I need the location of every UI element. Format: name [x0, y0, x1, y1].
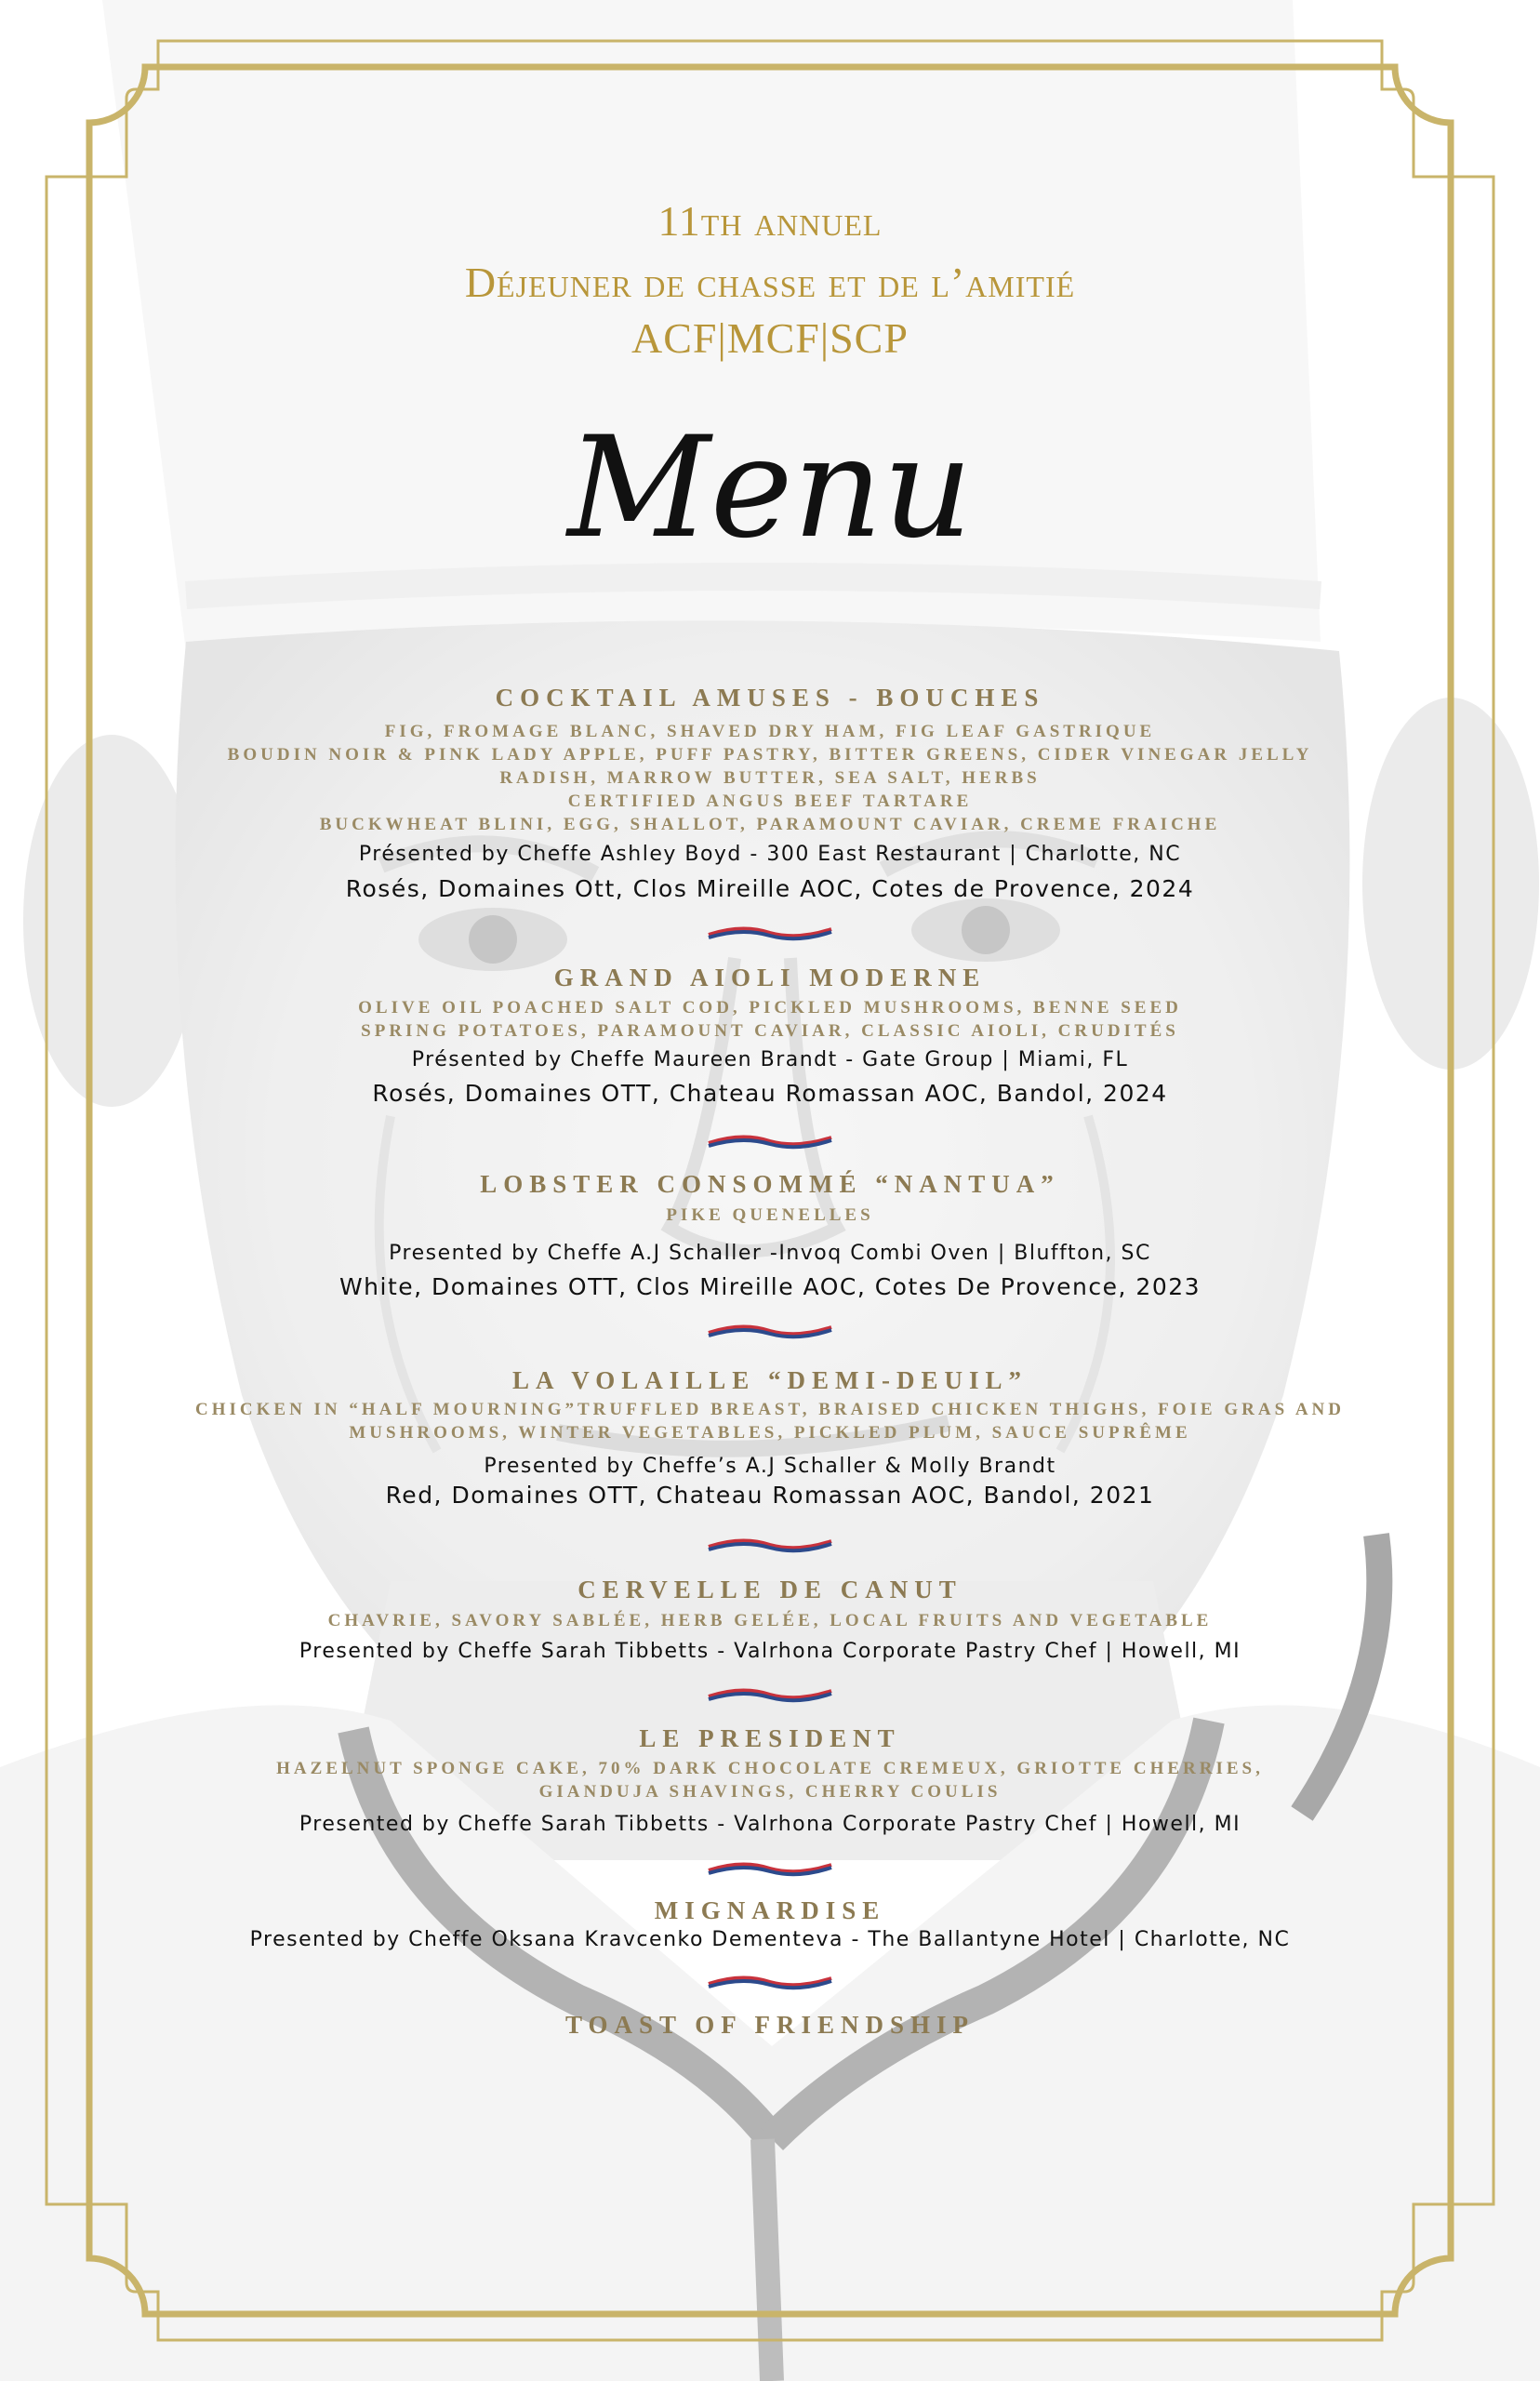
menu-title: Menu: [567, 407, 973, 569]
ribbon-divider: [705, 1130, 835, 1151]
dish-line: GIANDUJA SHAVINGS, CHERRY COULIS: [538, 1782, 1002, 1802]
dish-line: PIKE QUENELLES: [666, 1205, 874, 1225]
presented-by: Présented by Cheffe Ashley Boyd - 300 East Restaurant | Charlotte, NC: [358, 843, 1182, 866]
ribbon-divider: [705, 1857, 835, 1878]
event-name: Déjeuner de chasse et de l’amitié: [464, 259, 1076, 306]
dish-line: BUCKWHEAT BLINI, EGG, SHALLOT, PARAMOUNT CAVIAR, CREME FRAICHE: [319, 815, 1221, 834]
dish-line: HAZELNUT SPONGE CAKE, 70% DARK CHOCOLATE CREMEUX, GRIOTTE CHERRIES,: [276, 1759, 1264, 1778]
ribbon-divider: [705, 1683, 835, 1704]
ribbon-divider: [705, 922, 835, 942]
event-edition: 11th annuel: [657, 197, 883, 245]
dish-line: SPRING POTATOES, PARAMOUNT CAVIAR, CLASSIC AIOLI, CRUDITÉS: [361, 1021, 1179, 1041]
course-title: LOBSTER CONSOMMÉ “NANTUA”: [480, 1170, 1060, 1198]
dish-line: FIG, FROMAGE BLANC, SHAVED DRY HAM, FIG LEAF GASTRIQUE: [384, 722, 1156, 741]
course-title: LA VOLAILLE “DEMI-DEUIL”: [511, 1366, 1029, 1394]
presented-by: Presented by Cheffe Sarah Tibbetts - Valrhona Corporate Pastry Chef | Howell, MI: [299, 1813, 1241, 1836]
wine-pairing: White, Domaines OTT, Clos Mireille AOC, Cotes De Provence, 2023: [339, 1273, 1201, 1300]
dish-line: CHAVRIE, SAVORY SABLÉE, HERB GELÉE, LOCAL FRUITS AND VEGETABLE: [327, 1611, 1213, 1630]
presented-by: Présented by Cheffe Maureen Brandt - Gate Group | Miami, FL: [411, 1048, 1129, 1071]
ribbon-divider: [705, 1320, 835, 1340]
course-title: CERVELLE DE CANUT: [578, 1576, 962, 1603]
presented-by: Presented by Cheffe Oksana Kravcenko Dementeva - The Ballantyne Hotel | Charlotte, NC: [249, 1928, 1291, 1951]
course-title: LE PRESIDENT: [639, 1724, 901, 1752]
ribbon-divider: [705, 1534, 835, 1554]
ribbon-divider: [705, 1971, 835, 1991]
course-title: TOAST OF FRIENDSHIP: [564, 2011, 976, 2039]
dish-line: BOUDIN NOIR & PINK LADY APPLE, PUFF PASTRY, BITTER GREENS, CIDER VINEGAR JELLY: [227, 745, 1313, 765]
wine-pairing: Rosés, Domaines OTT, Chateau Romassan AOC, Bandol, 2024: [372, 1080, 1168, 1107]
dish-line: MUSHROOMS, WINTER VEGETABLES, PICKLED PLUM, SAUCE SUPRÊME: [349, 1423, 1191, 1443]
course-title: COCKTAIL AMUSES - BOUCHES: [495, 684, 1045, 712]
wine-pairing: Red, Domaines OTT, Chateau Romassan AOC, Bandol, 2021: [385, 1482, 1155, 1509]
presented-by: Presented by Cheffe Sarah Tibbetts - Valrhona Corporate Pastry Chef | Howell, MI: [299, 1640, 1241, 1663]
dish-line: RADISH, MARROW BUTTER, SEA SALT, HERBS: [499, 768, 1041, 788]
course-title: MIGNARDISE: [654, 1896, 886, 1924]
presented-by: Presented by Cheffe’s A.J Schaller & Molly Brandt: [484, 1455, 1056, 1478]
dish-line: OLIVE OIL POACHED SALT COD, PICKLED MUSHROOMS, BENNE SEED: [358, 998, 1182, 1018]
presented-by: Presented by Cheffe A.J Schaller -Invoq Combi Oven | Bluffton, SC: [389, 1242, 1151, 1265]
wine-pairing: Rosés, Domaines Ott, Clos Mireille AOC, Cotes de Provence, 2024: [345, 875, 1195, 902]
course-title: GRAND AIOLI MODERNE: [553, 964, 987, 991]
event-organizations: ACF|MCF|SCP: [631, 314, 909, 362]
dish-line: CERTIFIED ANGUS BEEF TARTARE: [567, 791, 973, 811]
dish-line: CHICKEN IN “HALF MOURNING”TRUFFLED BREAST, BRAISED CHICKEN THIGHS, FOIE GRAS AND: [195, 1400, 1345, 1419]
